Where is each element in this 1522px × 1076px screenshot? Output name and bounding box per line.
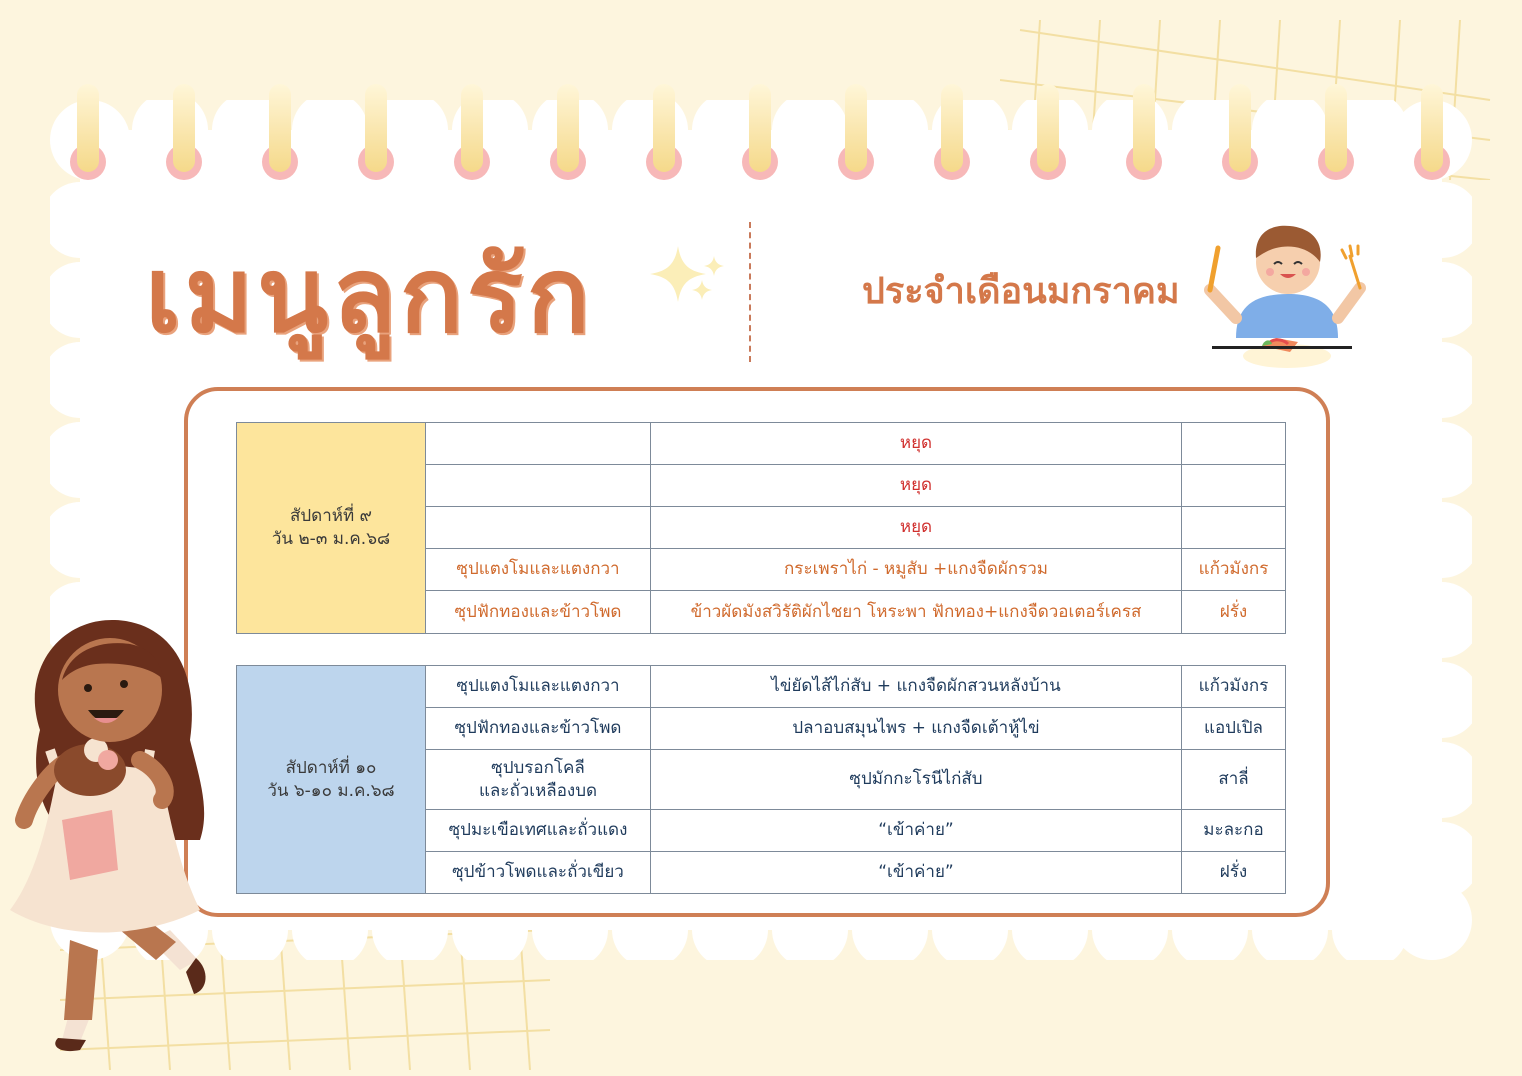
fruit-cell: แก้วมังกร [1182,666,1286,708]
main-dish-cell: ข้าวผัดมังสวิรัติผักไชยา โหระพา ฟักทอง+แกงจืดวอเตอร์เครส [651,591,1182,634]
main-dish-cell: กระเพราไก่ - หมูสับ +แกงจืดผักรวม [651,549,1182,591]
soup-cell: ซุปแตงโมและแตงกวา [426,666,651,708]
main-dish-cell: หยุด [651,423,1182,465]
week-dates: วัน ๒-๓ ม.ค.๖๘ [271,529,391,549]
fruit-cell: มะละกอ [1182,810,1286,852]
week-dates: วัน ๖-๑๐ ม.ค.๖๘ [267,780,395,801]
week-label-cell [237,423,426,634]
week-number: สัปดาห์ที่ ๙ [289,506,373,527]
title-divider [749,222,751,362]
soup-line-2: และถั่วเหลืองบด [478,780,598,801]
week-number: สัปดาห์ที่ ๑๐ [285,757,377,778]
main-dish-cell: “เข้าค่าย” [651,852,1182,894]
soup-cell: ซุปฟักทองและข้าวโพด [426,591,651,634]
soup-cell: ซุปฟักทองและข้าวโพด [426,708,651,750]
main-dish-cell: หยุด [651,465,1182,507]
soup-line-1: ซุปบรอกโคลี [491,757,585,778]
fruit-cell: แอปเปิล [1182,708,1286,750]
fruit-cell: แก้วมังกร [1182,549,1286,591]
page-title: เมนูลูกรัก [145,234,594,356]
girl-eating-illustration [0,610,230,1060]
page-subtitle: ประจำเดือนมกราคม [862,271,1180,312]
week-label-cell [237,666,426,894]
table-row [237,666,1286,708]
fruit-cell: สาลี่ [1182,750,1286,810]
soup-cell [426,423,651,465]
table-row [237,423,1286,465]
week-9-table [236,422,1286,634]
soup-cell: ซุปแตงโมและแตงกวา [426,549,651,591]
fruit-cell: ฝรั่ง [1182,852,1286,894]
soup-cell [426,507,651,549]
soup-cell: ซุปมะเขือเทศและถั่วแดง [426,810,651,852]
fruit-cell [1182,465,1286,507]
soup-cell: ซุปข้าวโพดและถั่วเขียว [426,852,651,894]
main-dish-cell: ปลาอบสมุนไพร + แกงจืดเต้าหู้ไข่ [651,708,1182,750]
main-dish-cell: “เข้าค่าย” [651,810,1182,852]
week-10-table [236,665,1286,894]
main-dish-cell: ไข่ยัดไส้ไก่สับ + แกงจืดผักสวนหลังบ้าน [651,666,1182,708]
soup-cell [426,465,651,507]
main-dish-cell: ซุปมักกะโรนีไก่สับ [651,750,1182,810]
fruit-cell: ฝรั่ง [1182,591,1286,634]
fruit-cell [1182,507,1286,549]
boy-eating-illustration [1192,218,1372,378]
soup-cell [426,750,651,810]
main-dish-cell: หยุด [651,507,1182,549]
spiral-binding-rings [0,0,1522,200]
fruit-cell [1182,423,1286,465]
sparkle-icon [648,244,728,308]
